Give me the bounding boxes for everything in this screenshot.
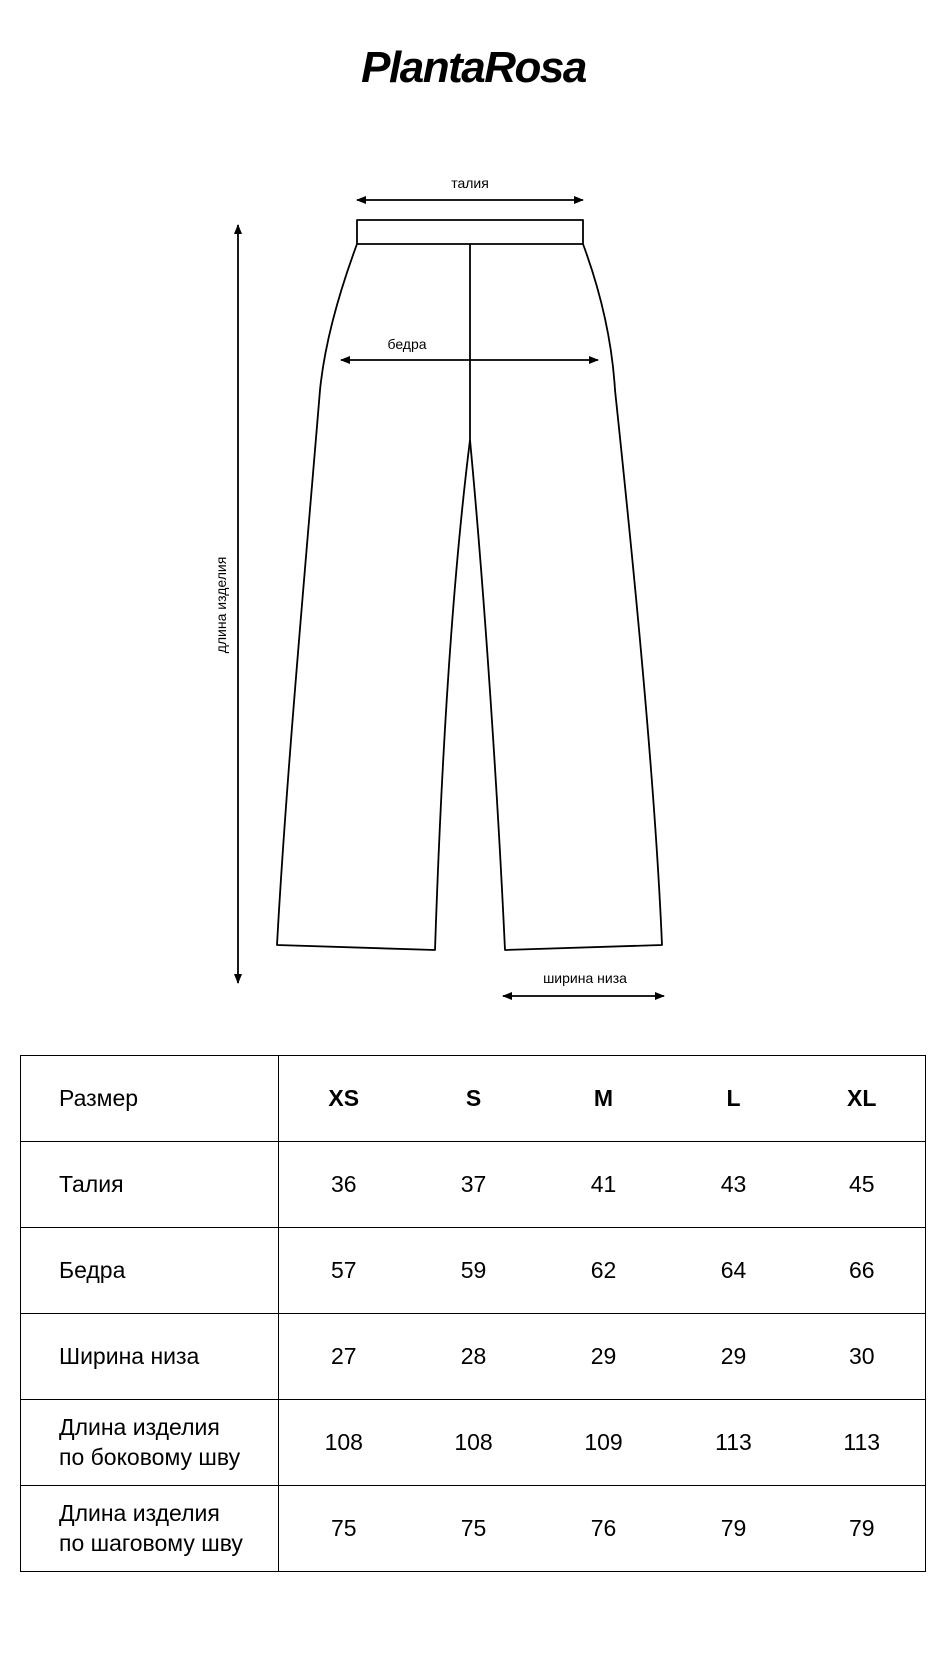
table-cell: 79 — [669, 1486, 799, 1572]
table-cell: 75 — [279, 1486, 409, 1572]
size-xl: XL — [799, 1056, 926, 1142]
table-cell: 66 — [799, 1228, 926, 1314]
length-label: длина изделия — [213, 556, 229, 654]
hips-label: бедра — [387, 336, 427, 352]
table-cell: 113 — [799, 1400, 926, 1486]
size-s: S — [409, 1056, 539, 1142]
table-cell: 29 — [539, 1314, 669, 1400]
right-leg-outline — [470, 244, 662, 950]
table-row — [21, 1228, 926, 1314]
size-l: L — [669, 1056, 799, 1142]
size-table — [20, 1055, 926, 1572]
left-leg-outline — [277, 244, 470, 950]
table-cell: 41 — [539, 1142, 669, 1228]
row-label-waist: Талия — [21, 1142, 279, 1228]
table-row — [21, 1142, 926, 1228]
table-row — [21, 1400, 926, 1486]
table-cell: 57 — [279, 1228, 409, 1314]
table-cell: 37 — [409, 1142, 539, 1228]
table-cell: 109 — [539, 1400, 669, 1486]
table-cell: 29 — [669, 1314, 799, 1400]
table-cell: 64 — [669, 1228, 799, 1314]
table-cell: 76 — [539, 1486, 669, 1572]
size-m: M — [539, 1056, 669, 1142]
hem-width-label: ширина низа — [543, 970, 627, 986]
table-row — [21, 1314, 926, 1400]
table-cell: 75 — [409, 1486, 539, 1572]
table-row — [21, 1486, 926, 1572]
table-cell: 113 — [669, 1400, 799, 1486]
table-cell: 27 — [279, 1314, 409, 1400]
table-cell: 59 — [409, 1228, 539, 1314]
waistband — [357, 220, 583, 244]
waist-label: талия — [451, 175, 489, 191]
table-cell: 62 — [539, 1228, 669, 1314]
table-cell: 30 — [799, 1314, 926, 1400]
pants-outline — [277, 220, 662, 950]
size-header-label: Размер — [21, 1056, 279, 1142]
table-cell: 108 — [409, 1400, 539, 1486]
table-cell: 45 — [799, 1142, 926, 1228]
brand-logo: PlantaRosa — [361, 43, 586, 92]
table-cell: 36 — [279, 1142, 409, 1228]
table-cell: 28 — [409, 1314, 539, 1400]
row-label-hips: Бедра — [21, 1228, 279, 1314]
size-xs: XS — [279, 1056, 409, 1142]
table-cell: 43 — [669, 1142, 799, 1228]
row-label-hem-width: Ширина низа — [21, 1314, 279, 1400]
row-label-side-seam-length: Длина изделия по боковому шву — [21, 1400, 279, 1486]
table-cell: 79 — [799, 1486, 926, 1572]
table-cell: 108 — [279, 1400, 409, 1486]
table-header-row — [21, 1056, 926, 1142]
row-label-inseam-length: Длина изделия по шаговому шву — [21, 1486, 279, 1572]
